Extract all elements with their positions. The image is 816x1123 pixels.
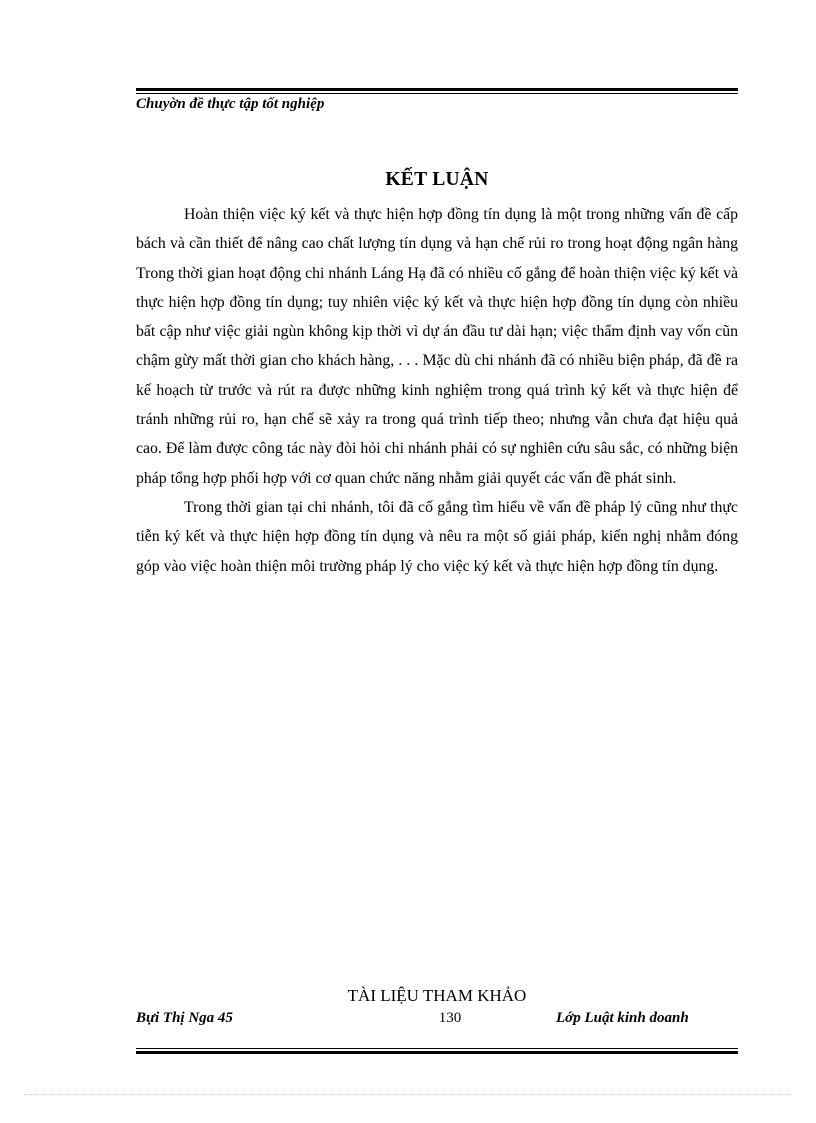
paragraph-2: Trong thời gian tại chi nhánh, tôi đã cố gắng tìm hiểu về vấn đề pháp lý cũng như thực tiễn ký kết và thực hiện hợp đồng tín dụng và nêu ra một số giải pháp, kiến nghị nhằm đóng góp vào việc hoàn thiện môi trường pháp lý cho việc ký kết và thực hiện hợp đồng tín dụng. [136, 498, 738, 575]
page-edge [24, 1094, 792, 1095]
header-rule [136, 88, 738, 94]
footer-class-name: Lớp Luật kinh doanh [556, 1010, 689, 1026]
footer-rule [136, 1048, 738, 1054]
references-heading: TÀI LIỆU THAM KHẢO [347, 986, 527, 1005]
paragraph-1: Hoàn thiện việc ký kết và thực hiện hợp đồng tín dụng là một trong những vấn đề cấp bách và cần thiết để nâng cao chất lượng tín dụng và hạn chế rủi ro trong hoạt động ngân hàng Trong thời gian hoạt động chi nhánh Láng Hạ đã có nhiều cố gắng để hoàn thiện việc ký kết và thực hiện hợp đồng tín dụng; tuy nhiên việc ký kết và thực hiện hợp đồng tín dụng còn nhiều bất cập như việc giải ngùn không kịp thời vì dự án đầu tư dài hạn; việc thẩm định vay vốn cũn chậm gừy mất thời gian cho khách hàng, . . . Mặc dù chi nhánh đã có nhiều biện pháp, đã đề ra kế hoạch từ trước và rút ra được những kinh nghiệm trong quá trình ký kết và thực hiện để tránh những rủi ro, hạn chế sẽ xảy ra trong quá trình tiếp theo; nhưng vẫn chưa đạt hiệu quả cao. Để làm được công tác này đòi hỏi chi nhánh phải có sự nghiên cứu sâu sắc, có những biện pháp tổng hợp phối hợp với cơ quan chức năng nhằm giải quyết các vấn đề phát sinh. [136, 206, 738, 487]
footer-author: Bựi Thị Nga 45 [136, 1010, 233, 1026]
running-header: Chuyờn đề thực tập tốt nghiệp [136, 96, 325, 112]
page-title: KẾT LUẬN [385, 169, 489, 190]
body-text [136, 200, 738, 581]
page-number: 130 [438, 1010, 462, 1026]
